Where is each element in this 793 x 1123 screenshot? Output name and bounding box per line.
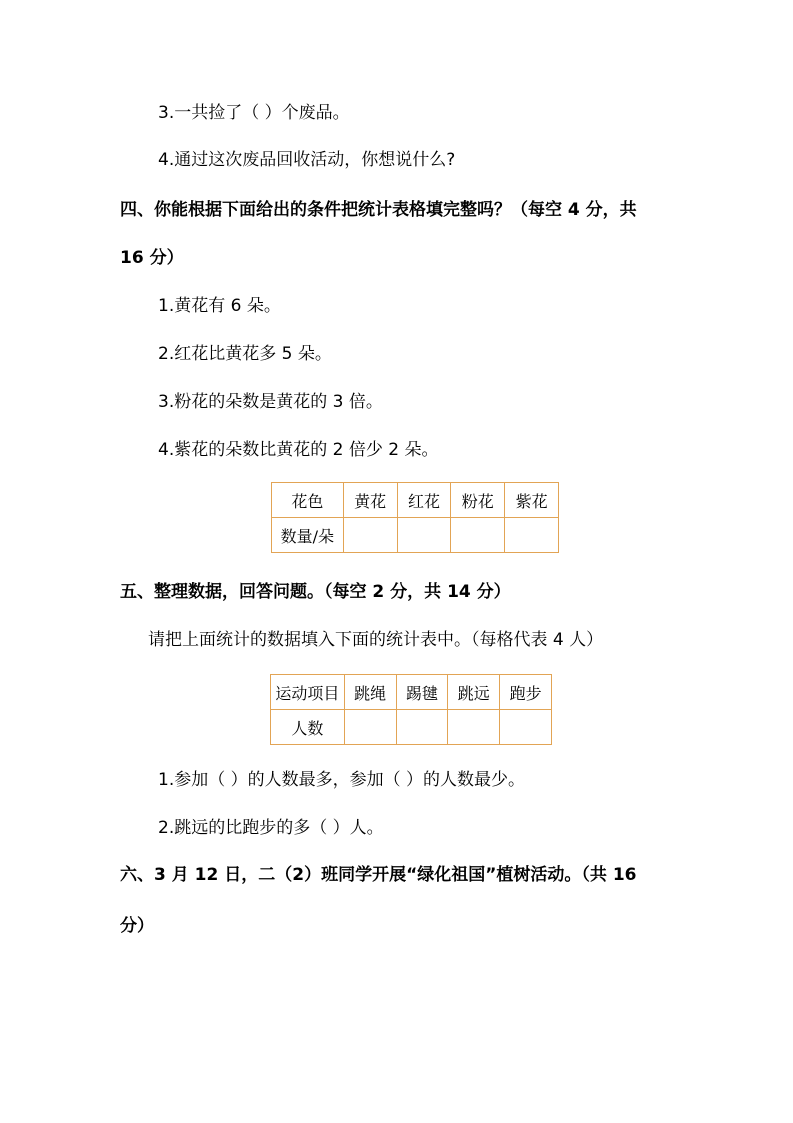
flower-count-table <box>271 482 559 553</box>
table-header-cell: 跑步 <box>500 675 552 710</box>
table-header-cell: 红花 <box>397 483 451 518</box>
table-row <box>272 518 559 553</box>
blank-cell-red[interactable] <box>397 518 451 553</box>
section-5-question-1: 1.参加（ ）的人数最多，参加（ ）的人数最少。 <box>158 770 526 790</box>
table-row <box>271 675 552 710</box>
table-header-cell: 粉花 <box>451 483 505 518</box>
section-5-question-2: 2.跳远的比跑步的多（ ）人。 <box>158 818 384 838</box>
table-header-cell: 紫花 <box>505 483 559 518</box>
section-4-heading-line2: 16 分） <box>120 248 184 268</box>
condition-2: 2.红花比黄花多 5 朵。 <box>158 344 332 364</box>
section-6-heading-line1: 六、3 月 12 日，二（2）班同学开展“绿化祖国”植树活动。（共 16 <box>120 865 637 885</box>
table-header-cell: 黄花 <box>343 483 397 518</box>
table-header-cell: 运动项目 <box>271 675 345 710</box>
blank-cell-purple[interactable] <box>505 518 559 553</box>
table-row <box>271 710 552 745</box>
table-header-cell: 跳远 <box>448 675 500 710</box>
blank-cell-shuttlecock[interactable] <box>396 710 448 745</box>
table-header-cell: 踢毽 <box>396 675 448 710</box>
table-row-label: 人数 <box>271 710 345 745</box>
condition-1: 1.黄花有 6 朵。 <box>158 296 281 316</box>
section-4-heading-line1: 四、你能根据下面给出的条件把统计表格填完整吗？（每空 4 分，共 <box>120 200 637 220</box>
condition-3: 3.粉花的朵数是黄花的 3 倍。 <box>158 392 383 412</box>
section-5-heading: 五、整理数据，回答问题。（每空 2 分，共 14 分） <box>120 582 511 602</box>
question-3-text: 3.一共捡了（ ）个废品。 <box>158 103 350 123</box>
blank-cell-rope[interactable] <box>344 710 396 745</box>
blank-cell-long-jump[interactable] <box>448 710 500 745</box>
section-6-heading-line2: 分） <box>120 916 154 936</box>
table-header-cell: 花色 <box>272 483 344 518</box>
section-5-instruction: 请把上面统计的数据填入下面的统计表中。（每格代表 4 人） <box>148 630 604 650</box>
blank-cell-pink[interactable] <box>451 518 505 553</box>
table-header-cell: 跳绳 <box>344 675 396 710</box>
table-row-label: 数量/朵 <box>272 518 344 553</box>
blank-cell-yellow[interactable] <box>343 518 397 553</box>
sports-count-table <box>270 674 552 745</box>
blank-cell-running[interactable] <box>500 710 552 745</box>
condition-4: 4.紫花的朵数比黄花的 2 倍少 2 朵。 <box>158 440 439 460</box>
question-4-text: 4.通过这次废品回收活动，你想说什么? <box>158 150 456 170</box>
table-row <box>272 483 559 518</box>
